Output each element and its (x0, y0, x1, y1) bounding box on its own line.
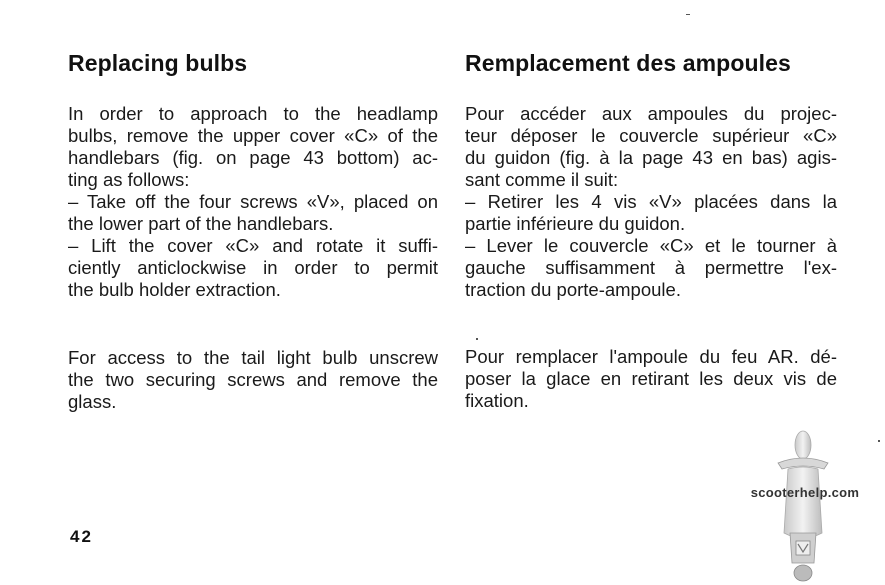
text-line: sant comme il suit: (465, 169, 619, 190)
text-line: – Lift the cover «C» and rotate it suffi- (68, 235, 438, 256)
english-paragraph-2 (68, 347, 438, 413)
watermark (740, 423, 870, 583)
text-line: the lower part of the handlebars. (68, 213, 334, 234)
scan-speck (476, 338, 478, 340)
text-line: – Lever le couvercle «C» et le tourner à (465, 235, 837, 256)
scan-speck (686, 14, 690, 15)
text-line: teur déposer le couvercle supérieur «C» (465, 125, 837, 146)
text-line: ting as follows: (68, 169, 190, 190)
text-line: – Retirer les 4 vis «V» placées dans la (465, 191, 837, 212)
text-line: For access to the tail light bulb unscrew (68, 347, 438, 368)
text-line: – Take off the four screws «V», placed on (68, 191, 438, 212)
watermark-text: scooterhelp.com (750, 485, 860, 500)
text-line: the two securing screws and remove the (68, 369, 438, 390)
french-paragraph-1 (465, 103, 837, 301)
french-title: Remplacement des ampoules (465, 50, 791, 76)
text-line: ciently anticlockwise in order to permit (68, 257, 438, 278)
english-title: Replacing bulbs (68, 50, 248, 76)
text-line: handlebars (fig. on page 43 bottom) ac- (68, 147, 438, 168)
text-line: bulbs, remove the upper cover «C» of the (68, 125, 438, 146)
page-number: 42 (70, 527, 93, 546)
text-line: poser la glace en retirant les deux vis de (465, 368, 837, 389)
text-line: du guidon (fig. à la page 43 en bas) agis- (465, 147, 837, 168)
text-line: fixation. (465, 390, 529, 411)
text-line: the bulb holder extraction. (68, 279, 281, 300)
text-line: glass. (68, 391, 117, 412)
english-paragraph-1 (68, 103, 438, 301)
scooter-icon (768, 423, 838, 583)
text-line: partie inférieure du guidon. (465, 213, 686, 234)
scan-speck (878, 440, 880, 442)
french-paragraph-2 (465, 346, 837, 412)
text-line: In order to approach to the headlamp (68, 103, 438, 124)
text-line: traction du porte-ampoule. (465, 279, 681, 300)
text-line: gauche suffisamment à permettre l'ex- (465, 257, 837, 278)
text-line: Pour accéder aux ampoules du projec- (465, 103, 837, 124)
text-line: Pour remplacer l'ampoule du feu AR. dé- (465, 346, 837, 367)
